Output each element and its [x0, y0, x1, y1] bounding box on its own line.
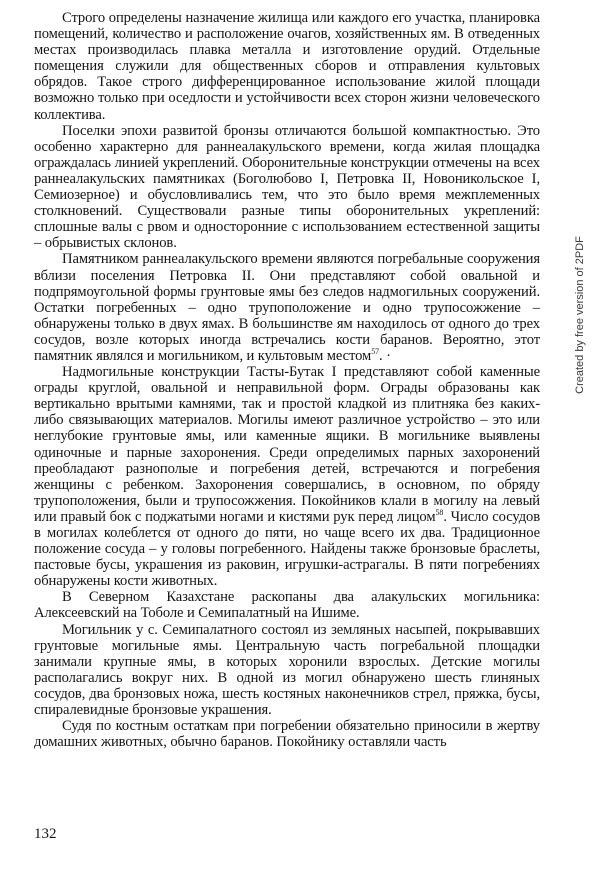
page-text	[34, 10, 540, 750]
paragraph-semipalatny: Могильник у с. Семипалатного состоял из земляных насыпей, покрывавших грунтовые могильные ямы. Центральную часть погребальной площадки занимали крупные ямы, в которых хоронили взрослых. Детские могилы располагались вокруг них. В одной из могил обнаружено шесть глиняных сосудов, два бронзовых ножа, шесть костяных наконечников стрел, пряжка, бусы, спиралевидные бронзовые украшения.	[34, 621, 540, 719]
paragraph-tail: . ·	[379, 347, 391, 364]
watermark-text: Created by free version of 2PDF	[574, 236, 586, 394]
paragraph-sacrifice: Судя по костным остаткам при погребении обязательно приносили в жертву домашних животных, обычно баранов. Покойнику оставляли часть	[34, 718, 540, 751]
paragraph-tasty-butak	[34, 364, 540, 589]
paragraph-north-kazakhstan: В Северном Казахстане раскопаны два алакульских могильника: Алексеевский на Тоболе и Семипалатный на Ишиме.	[34, 589, 540, 622]
page-number: 132	[34, 826, 57, 842]
paragraph-settlements: Поселки эпохи развитой бронзы отличаются большой компактностью. Это особенно характерно для раннеалакульского времени, когда жилая площадка ограждалась линией укреплений. Оборонительные конструкции отмечены на всех раннеалакульских памятниках (Боголюбово I, Петровка II, Новоникольское I, Семиозерное) и обусловливались тем, что это было время межплеменных столкновений. Существовали разные типы оборонительных укреплений: сплошные валы с рвом и односторонние с использованием естественной защиты – обрывистых склонов.	[34, 122, 540, 252]
paragraph-text: Надмогильные конструкции Тасты-Бутак I представляют собой каменные ограды круглой, овальной и неправильной форм. Ограды образованы как вертикально врытыми камнями, так и простой кладкой из плитняка без каких-либо связывающих материалов. Могилы имеют различное устройство – это или неглубокие грунтовые ямы, или каменные ящики. В могильнике выявлены одиночные и парные захоронения. Среди определимых парных захоронений преобладают разнополые и погребения детей, встречаются и погребения женщины с ребенком. Захоронения совершались, в основном, по обряду трупоположения, были и трупосожжения. Покойников клали в могилу на левый или правый бок с поджатыми ногами и кистями рук перед лицом	[34, 364, 540, 525]
footnote-ref: 57	[371, 347, 379, 357]
paragraph-text: Памятником раннеалакульского времени являются погребальные сооружения вблизи поселения Петровка II. Они представляют собой овальной и подпрямоугольной формы грунтовые ямы без следов надмогильных сооружений. Остатки погребенных – одно трупоположение и одно трупосожжение – обнаружены только в двух ямах. В большинстве ям находилось от одного до трех сосудов, возле которых иногда встречались кости баранов. Вероятно, этот памятник являлся и могильником, и культовым местом	[34, 251, 540, 364]
paragraph-housing: Строго определены назначение жилища или каждого его участка, планировка помещений, количество и расположение очагов, хозяйственных ям. В отведенных местах производилась плавка металла и изготовление орудий. Отдельные помещения служили для общественных сборов и отправления культовых обрядов. Такое строго дифференцированное использование жилой площади возможно только при оседлости и устойчивости всех сторон жизни человеческого коллектива.	[34, 10, 540, 123]
watermark	[570, 165, 590, 465]
paragraph-tail: . Число сосудов в могилах колеблется от одного до пяти, но чаще всего их два. Традиционное положение сосуда – у головы погребенного. Найдены также бронзовые браслеты, пастовые бусы, украшения из раковин, игрушки-астрагалы. В пяти погребениях обнаружены кости животных.	[34, 508, 541, 590]
paragraph-petrovka-burials	[34, 251, 540, 364]
footnote-ref: 58	[435, 508, 444, 518]
